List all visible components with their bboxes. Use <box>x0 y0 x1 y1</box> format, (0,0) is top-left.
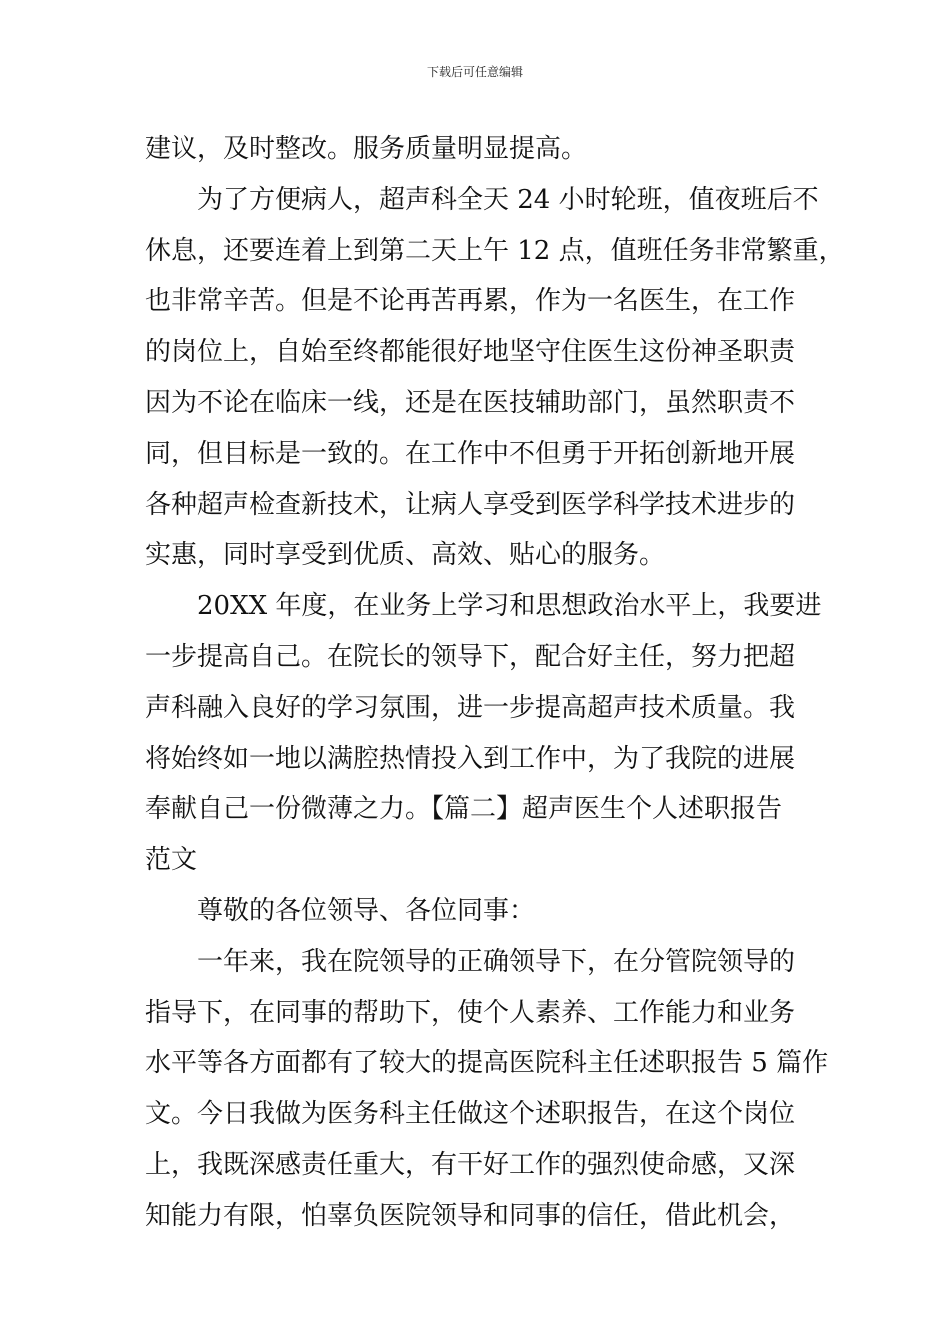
text-line: 上，我既深感责任重大，有干好工作的强烈使命感，又深 <box>145 1149 796 1180</box>
text-line: 奉献自己一份微薄之力。【篇二】超声医生个人述职报告 <box>145 794 783 825</box>
text-line: 20XX 年度，在业务上学习和思想政治水平上，我要进 <box>197 591 822 622</box>
text-line: 各种超声检查新技术，让病人享受到医学科学技术进步的 <box>145 489 796 520</box>
text-line: 指导下，在同事的帮助下，使个人素养、工作能力和业务 <box>145 997 796 1028</box>
text-line: 实惠，同时享受到优质、高效、贴心的服务。 <box>145 540 666 571</box>
text-line: 一年来，我在院领导的正确领导下，在分管院领导的 <box>197 946 796 977</box>
text-line: 一步提高自己。在院长的领导下，配合好主任，努力把超 <box>145 641 796 672</box>
text-line: 的岗位上，自始至终都能很好地坚守住医生这份神圣职责 <box>145 337 796 368</box>
text-line: 知能力有限，怕辜负医院领导和同事的信任，借此机会， <box>145 1200 796 1231</box>
text-line: 为了方便病人，超声科全天 24 小时轮班，值夜班后不 <box>197 184 819 215</box>
text-line: 水平等各方面都有了较大的提高医院科主任述职报告 5 篇作 <box>145 1048 829 1079</box>
text-line: 休息，还要连着上到第二天上午 12 点，值班任务非常繁重， <box>145 235 845 266</box>
text-line: 文。今日我做为医务科主任做这个述职报告，在这个岗位 <box>145 1099 796 1130</box>
text-line: 同，但目标是一致的。在工作中不但勇于开拓创新地开展 <box>145 438 796 469</box>
page-header: 下载后可任意编辑 <box>426 65 523 79</box>
text-line: 范文 <box>145 845 198 876</box>
document-body <box>145 124 845 1242</box>
text-line: 也非常辛苦。但是不论再苦再累，作为一名医生，在工作 <box>145 286 796 317</box>
text-line: 声科融入良好的学习氛围，进一步提高超声技术质量。我 <box>145 692 796 723</box>
text-line: 尊敬的各位领导、各位同事： <box>197 895 536 926</box>
text-line: 建议，及时整改。服务质量明显提高。 <box>145 134 588 164</box>
text-line: 将始终如一地以满腔热情投入到工作中，为了我院的进展 <box>145 743 796 774</box>
text-line: 因为不论在临床一线，还是在医技辅助部门，虽然职责不 <box>145 387 796 418</box>
